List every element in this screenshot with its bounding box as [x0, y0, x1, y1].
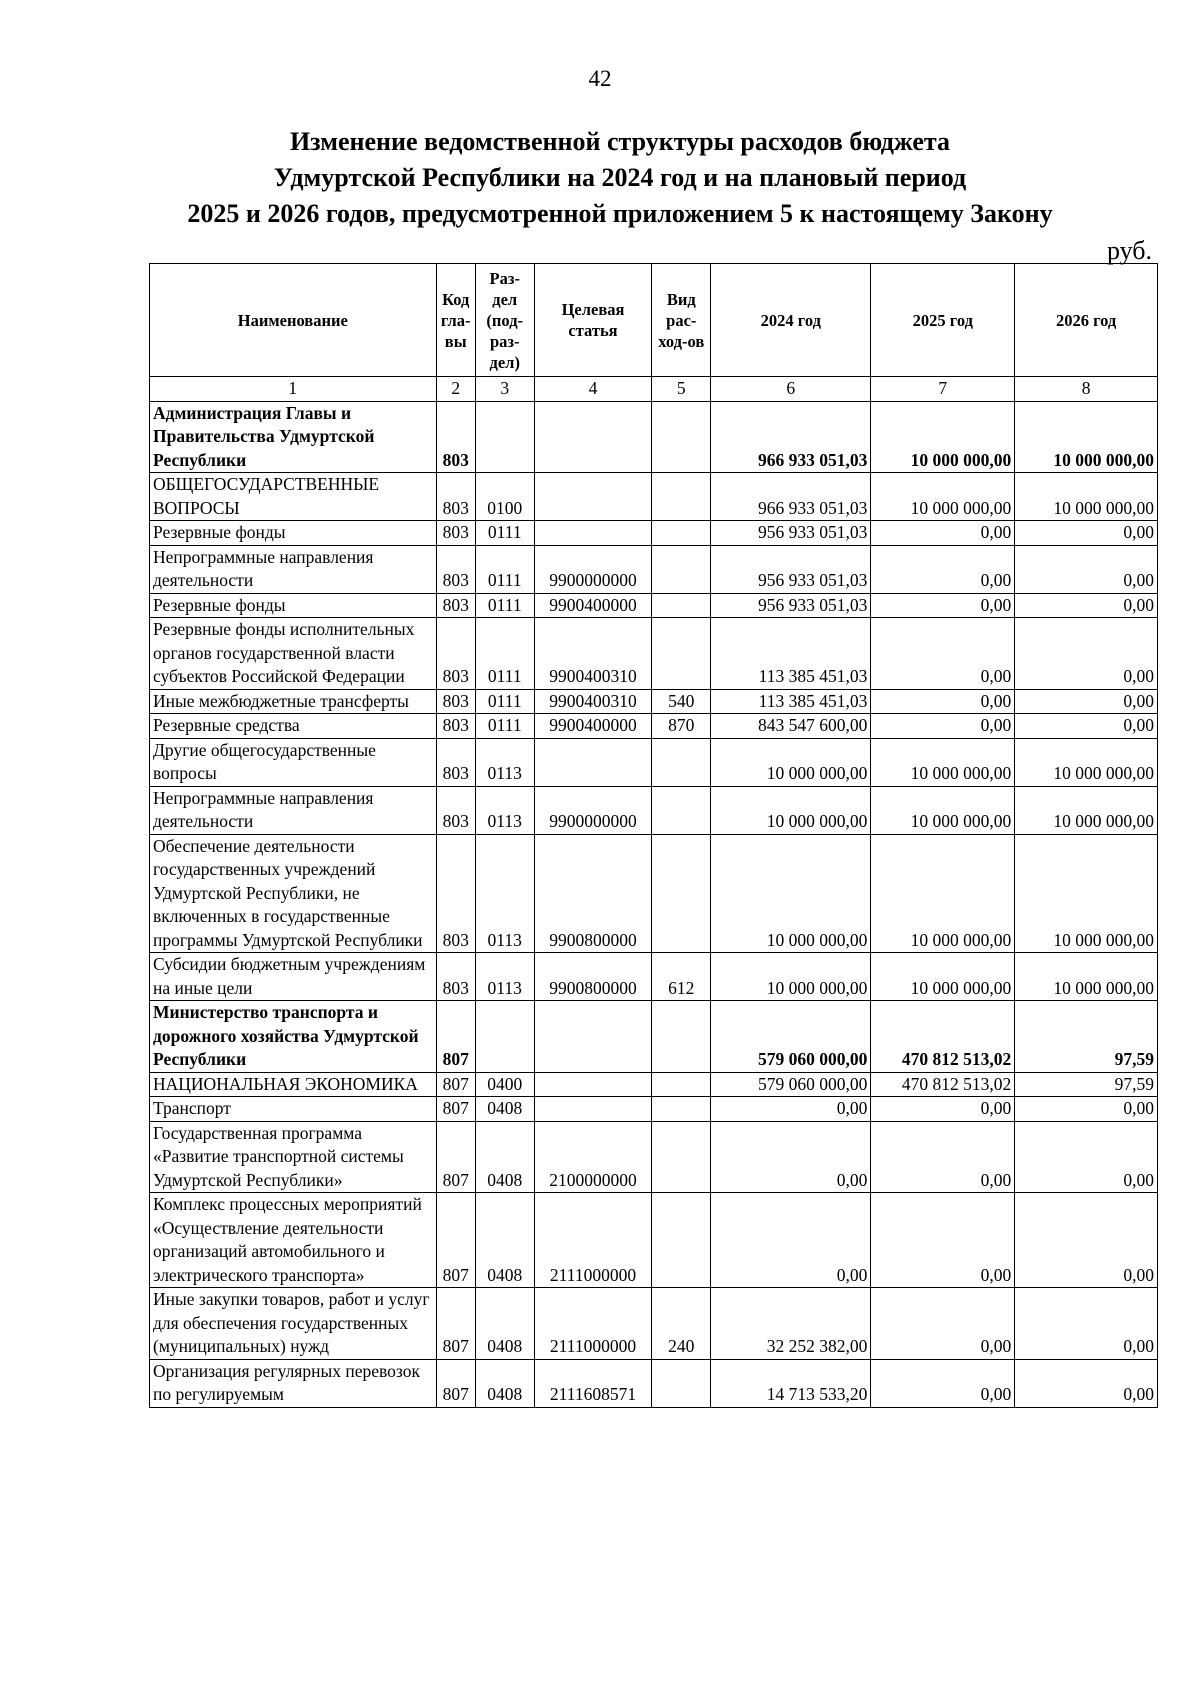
cell-2026: 0,00: [1015, 689, 1158, 714]
column-number: 5: [652, 377, 711, 402]
column-number-row: [150, 377, 1158, 402]
cell-2025: 0,00: [871, 593, 1015, 618]
cell-2024: 10 000 000,00: [711, 786, 871, 834]
cell-target: 9900000000: [534, 545, 652, 593]
cell-2025: 0,00: [871, 714, 1015, 739]
cell-2026: 10 000 000,00: [1015, 834, 1158, 953]
table-body: [150, 401, 1158, 1407]
cell-section: [475, 1001, 534, 1073]
cell-section: 0408: [475, 1097, 534, 1122]
cell-section: 0111: [475, 593, 534, 618]
table-row: [150, 714, 1158, 739]
cell-type: [652, 834, 711, 953]
page-number: 42: [588, 66, 612, 91]
table-row: [150, 738, 1158, 786]
column-number: 6: [711, 377, 871, 402]
table-row: [150, 834, 1158, 953]
cell-2024: 113 385 451,03: [711, 618, 871, 690]
cell-name: Иные закупки товаров, работ и услуг для обеспечения государственных (муниципальных) нужд: [150, 1288, 437, 1360]
cell-2024: 966 933 051,03: [711, 473, 871, 521]
cell-target: [534, 521, 652, 546]
cell-target: 2111000000: [534, 1288, 652, 1360]
cell-type: 870: [652, 714, 711, 739]
table-row: [150, 1121, 1158, 1193]
cell-section: 0408: [475, 1288, 534, 1360]
cell-type: [652, 521, 711, 546]
cell-type: [652, 738, 711, 786]
table-row: [150, 953, 1158, 1001]
table-row: [150, 1072, 1158, 1097]
cell-2026: 10 000 000,00: [1015, 786, 1158, 834]
cell-2024: 14 713 533,20: [711, 1359, 871, 1407]
table-row: [150, 618, 1158, 690]
cell-target: 9900400000: [534, 593, 652, 618]
cell-code: 803: [436, 714, 475, 739]
cell-type: [652, 1001, 711, 1073]
cell-2026: 10 000 000,00: [1015, 473, 1158, 521]
cell-2026: 0,00: [1015, 618, 1158, 690]
column-number: 1: [150, 377, 437, 402]
title-line-3: 2025 и 2026 годов, предусмотренной приложением 5 к настоящему Закону: [187, 199, 1053, 228]
cell-name: Транспорт: [150, 1097, 437, 1122]
cell-2024: 579 060 000,00: [711, 1072, 871, 1097]
cell-type: 612: [652, 953, 711, 1001]
cell-code: 803: [436, 618, 475, 690]
cell-code: 803: [436, 401, 475, 473]
cell-name: Иные межбюджетные трансферты: [150, 689, 437, 714]
cell-2026: 0,00: [1015, 1121, 1158, 1193]
cell-name: Министерство транспорта и дорожного хозяйства Удмуртской Республики: [150, 1001, 437, 1073]
header-section: Раз-дел (под-раз-дел): [475, 264, 534, 377]
cell-type: 540: [652, 689, 711, 714]
cell-2025: 0,00: [871, 689, 1015, 714]
cell-2025: 0,00: [871, 1121, 1015, 1193]
cell-section: 0111: [475, 689, 534, 714]
cell-type: [652, 1097, 711, 1122]
header-2024: 2024 год: [711, 264, 871, 377]
table-row: [150, 545, 1158, 593]
cell-type: [652, 618, 711, 690]
cell-type: [652, 401, 711, 473]
cell-2026: 0,00: [1015, 1097, 1158, 1122]
table-row: [150, 689, 1158, 714]
cell-2025: 0,00: [871, 618, 1015, 690]
cell-section: [475, 401, 534, 473]
cell-code: 803: [436, 953, 475, 1001]
column-number: 7: [871, 377, 1015, 402]
cell-2024: 579 060 000,00: [711, 1001, 871, 1073]
cell-2025: 0,00: [871, 1288, 1015, 1360]
header-target: Целевая статья: [534, 264, 652, 377]
budget-table: [149, 263, 1158, 1408]
cell-2026: 10 000 000,00: [1015, 953, 1158, 1001]
cell-target: [534, 1072, 652, 1097]
cell-2025: 470 812 513,02: [871, 1001, 1015, 1073]
cell-2025: 0,00: [871, 1193, 1015, 1288]
cell-code: 807: [436, 1072, 475, 1097]
cell-name: Другие общегосударственные вопросы: [150, 738, 437, 786]
cell-code: 807: [436, 1121, 475, 1193]
cell-2024: 966 933 051,03: [711, 401, 871, 473]
cell-code: 807: [436, 1193, 475, 1288]
table-row: [150, 1288, 1158, 1360]
cell-code: 807: [436, 1288, 475, 1360]
cell-name: НАЦИОНАЛЬНАЯ ЭКОНОМИКА: [150, 1072, 437, 1097]
cell-name: Государственная программа «Развитие транспортной системы Удмуртской Республики»: [150, 1121, 437, 1193]
cell-code: 807: [436, 1359, 475, 1407]
cell-name: Резервные фонды: [150, 593, 437, 618]
table-row: [150, 1193, 1158, 1288]
table-row: [150, 1001, 1158, 1073]
cell-target: 9900800000: [534, 834, 652, 953]
cell-2026: 0,00: [1015, 521, 1158, 546]
cell-code: 803: [436, 689, 475, 714]
cell-section: 0113: [475, 738, 534, 786]
table-row: [150, 521, 1158, 546]
cell-type: [652, 473, 711, 521]
cell-2026: 0,00: [1015, 1359, 1158, 1407]
cell-code: 807: [436, 1097, 475, 1122]
cell-section: 0408: [475, 1121, 534, 1193]
cell-2024: 0,00: [711, 1121, 871, 1193]
cell-code: 803: [436, 738, 475, 786]
cell-code: 807: [436, 1001, 475, 1073]
cell-type: [652, 786, 711, 834]
cell-2024: 0,00: [711, 1193, 871, 1288]
cell-section: 0400: [475, 1072, 534, 1097]
header-row: [150, 264, 1158, 377]
cell-target: [534, 1001, 652, 1073]
cell-section: 0111: [475, 545, 534, 593]
cell-target: 9900400310: [534, 689, 652, 714]
header-2025: 2025 год: [871, 264, 1015, 377]
cell-target: 2111000000: [534, 1193, 652, 1288]
cell-target: [534, 738, 652, 786]
cell-2024: 32 252 382,00: [711, 1288, 871, 1360]
cell-name: Непрограммные направления деятельности: [150, 545, 437, 593]
header-type: Вид рас-ход-ов: [652, 264, 711, 377]
column-number: 8: [1015, 377, 1158, 402]
cell-2025: 10 000 000,00: [871, 786, 1015, 834]
cell-code: 803: [436, 473, 475, 521]
header-name: Наименование: [150, 264, 437, 377]
cell-section: 0408: [475, 1193, 534, 1288]
cell-2025: 10 000 000,00: [871, 401, 1015, 473]
cell-section: 0100: [475, 473, 534, 521]
cell-code: 803: [436, 521, 475, 546]
cell-target: [534, 473, 652, 521]
cell-type: [652, 1121, 711, 1193]
cell-2026: 10 000 000,00: [1015, 401, 1158, 473]
column-number: 4: [534, 377, 652, 402]
cell-2024: 10 000 000,00: [711, 738, 871, 786]
cell-2024: 0,00: [711, 1097, 871, 1122]
cell-2026: 0,00: [1015, 545, 1158, 593]
cell-2024: 956 933 051,03: [711, 593, 871, 618]
cell-2026: 0,00: [1015, 1193, 1158, 1288]
table-row: [150, 786, 1158, 834]
cell-2025: 0,00: [871, 521, 1015, 546]
cell-target: 9900000000: [534, 786, 652, 834]
cell-section: 0113: [475, 786, 534, 834]
cell-2026: 0,00: [1015, 1288, 1158, 1360]
cell-name: Обеспечение деятельности государственных учреждений Удмуртской Республики, не включенных в государственные программы Удмуртской Республики: [150, 834, 437, 953]
cell-name: Резервные фонды: [150, 521, 437, 546]
cell-name: Организация регулярных перевозок по регулируемым: [150, 1359, 437, 1407]
cell-2025: 0,00: [871, 1097, 1015, 1122]
cell-2026: 10 000 000,00: [1015, 738, 1158, 786]
column-number: 2: [436, 377, 475, 402]
cell-type: [652, 545, 711, 593]
cell-2025: 0,00: [871, 545, 1015, 593]
cell-code: 803: [436, 593, 475, 618]
cell-2025: 10 000 000,00: [871, 473, 1015, 521]
title-line-2: Удмуртской Республики на 2024 год и на плановый период: [273, 163, 967, 192]
cell-type: [652, 1193, 711, 1288]
cell-section: 0111: [475, 521, 534, 546]
cell-2026: 0,00: [1015, 593, 1158, 618]
cell-type: [652, 593, 711, 618]
table-row: [150, 593, 1158, 618]
cell-name: Непрограммные направления деятельности: [150, 786, 437, 834]
cell-code: 803: [436, 834, 475, 953]
units-label: руб.: [1106, 236, 1152, 265]
table-row: [150, 1359, 1158, 1407]
cell-2026: 0,00: [1015, 714, 1158, 739]
cell-target: [534, 1097, 652, 1122]
cell-section: 0111: [475, 618, 534, 690]
cell-name: Субсидии бюджетным учреждениям на иные цели: [150, 953, 437, 1001]
cell-2024: 843 547 600,00: [711, 714, 871, 739]
cell-section: 0113: [475, 834, 534, 953]
cell-name: Администрация Главы и Правительства Удмуртской Республики: [150, 401, 437, 473]
header-2026: 2026 год: [1015, 264, 1158, 377]
cell-2025: 10 000 000,00: [871, 834, 1015, 953]
table-row: [150, 401, 1158, 473]
cell-name: Резервные фонды исполнительных органов государственной власти субъектов Российской Федерации: [150, 618, 437, 690]
cell-name: ОБЩЕГОСУДАРСТВЕННЫЕ ВОПРОСЫ: [150, 473, 437, 521]
cell-code: 803: [436, 545, 475, 593]
cell-2024: 956 933 051,03: [711, 545, 871, 593]
cell-2025: 10 000 000,00: [871, 738, 1015, 786]
cell-target: 2100000000: [534, 1121, 652, 1193]
cell-target: 9900400310: [534, 618, 652, 690]
cell-name: Резервные средства: [150, 714, 437, 739]
cell-2024: 113 385 451,03: [711, 689, 871, 714]
cell-section: 0111: [475, 714, 534, 739]
column-number: 3: [475, 377, 534, 402]
table-row: [150, 473, 1158, 521]
cell-2024: 10 000 000,00: [711, 834, 871, 953]
cell-type: [652, 1359, 711, 1407]
title-line-1: Изменение ведомственной структуры расходов бюджета: [289, 127, 951, 156]
cell-section: 0408: [475, 1359, 534, 1407]
cell-target: 2111608571: [534, 1359, 652, 1407]
cell-target: 9900400000: [534, 714, 652, 739]
cell-type: [652, 1072, 711, 1097]
header-code: Код гла-вы: [436, 264, 475, 377]
cell-2025: 0,00: [871, 1359, 1015, 1407]
cell-code: 803: [436, 786, 475, 834]
cell-target: [534, 401, 652, 473]
cell-target: 9900800000: [534, 953, 652, 1001]
cell-type: 240: [652, 1288, 711, 1360]
cell-2025: 470 812 513,02: [871, 1072, 1015, 1097]
document-title: [80, 124, 1160, 232]
cell-section: 0113: [475, 953, 534, 1001]
cell-2024: 956 933 051,03: [711, 521, 871, 546]
cell-name: Комплекс процессных мероприятий «Осуществление деятельности организаций автомобильного и электрического транспорта»: [150, 1193, 437, 1288]
cell-2024: 10 000 000,00: [711, 953, 871, 1001]
cell-2026: 97,59: [1015, 1001, 1158, 1073]
cell-2026: 97,59: [1015, 1072, 1158, 1097]
table-row: [150, 1097, 1158, 1122]
cell-2025: 10 000 000,00: [871, 953, 1015, 1001]
